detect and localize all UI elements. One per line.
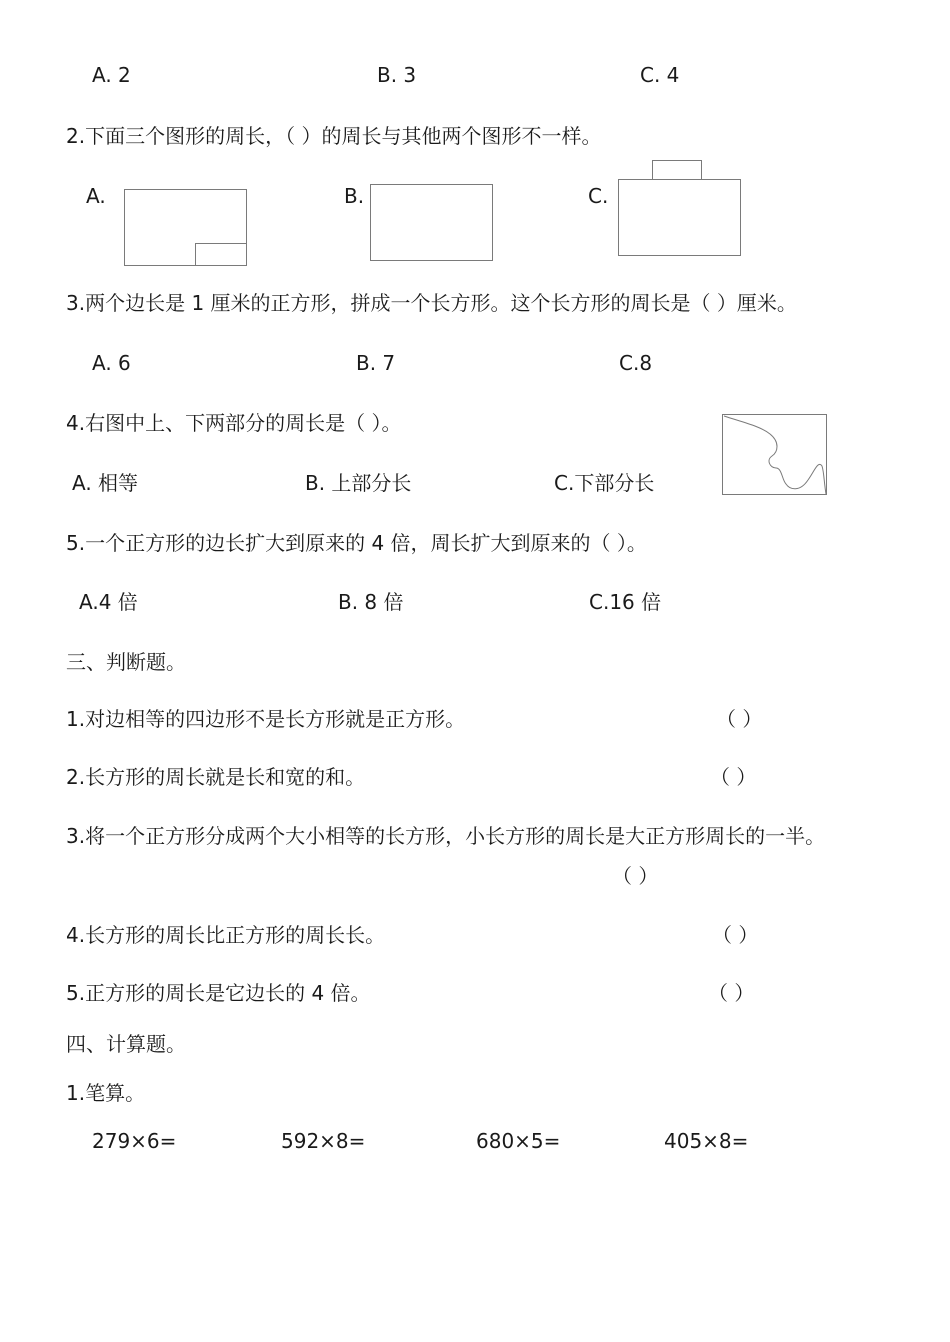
tf-item-4: 4.长方形的周长比正方形的周长长。 bbox=[66, 923, 386, 947]
q1-option-a: A. 2 bbox=[92, 63, 131, 87]
q4-option-c: C.下部分长 bbox=[554, 471, 655, 495]
q2-option-b: B. bbox=[344, 184, 365, 208]
q2-option-a: A. bbox=[86, 184, 106, 208]
tf-item-5: 5.正方形的周长是它边长的 4 倍。 bbox=[66, 981, 371, 1005]
q5-option-c: C.16 倍 bbox=[589, 590, 662, 614]
q4-stem: 4.右图中上、下两部分的周长是（ ）。 bbox=[66, 411, 402, 435]
q1-option-c: C. 4 bbox=[640, 63, 680, 87]
q5-stem: 5.一个正方形的边长扩大到原来的 4 倍，周长扩大到原来的（ ）。 bbox=[66, 531, 647, 555]
q3-option-a: A. 6 bbox=[92, 351, 131, 375]
q5-option-a: A.4 倍 bbox=[79, 590, 138, 614]
tf-item-2: 2.长方形的周长就是长和宽的和。 bbox=[66, 765, 366, 789]
q3-option-c: C.8 bbox=[619, 351, 653, 375]
section4-sub1: 1.笔算。 bbox=[66, 1081, 146, 1105]
q2-option-c: C. bbox=[588, 184, 609, 208]
section3-title: 三、判断题。 bbox=[66, 650, 186, 674]
tf-item-4-blank[interactable]: （ ） bbox=[712, 923, 759, 947]
q2-figure-a bbox=[122, 187, 250, 269]
q3-option-b: B. 7 bbox=[356, 351, 396, 375]
tf-item-1-blank[interactable]: （ ） bbox=[716, 707, 763, 731]
calc-expression-3: 680×5= bbox=[476, 1129, 561, 1153]
calc-expression-2: 592×8= bbox=[281, 1129, 366, 1153]
tf-item-3-blank[interactable]: （ ） bbox=[612, 864, 659, 888]
q3-stem: 3.两个边长是 1 厘米的正方形，拼成一个长方形。这个长方形的周长是（ ）厘米。 bbox=[66, 291, 797, 315]
q2-stem: 2.下面三个图形的周长，（ ）的周长与其他两个图形不一样。 bbox=[66, 124, 602, 148]
calc-expression-1: 279×6= bbox=[92, 1129, 177, 1153]
q5-option-b: B. 8 倍 bbox=[338, 590, 404, 614]
q4-figure bbox=[720, 412, 830, 498]
tf-item-5-blank[interactable]: （ ） bbox=[708, 981, 755, 1005]
q2-figure-c bbox=[616, 158, 744, 260]
q1-option-b: B. 3 bbox=[377, 63, 417, 87]
section4-title: 四、计算题。 bbox=[66, 1032, 186, 1056]
calc-expression-4: 405×8= bbox=[664, 1129, 749, 1153]
tf-item-3: 3.将一个正方形分成两个大小相等的长方形，小长方形的周长是大正方形周长的一半。 bbox=[66, 824, 826, 848]
q4-option-a: A. 相等 bbox=[72, 471, 139, 495]
q2-figure-b bbox=[368, 182, 496, 264]
q4-option-b: B. 上部分长 bbox=[305, 471, 412, 495]
tf-item-1: 1.对边相等的四边形不是长方形就是正方形。 bbox=[66, 707, 466, 731]
tf-item-2-blank[interactable]: （ ） bbox=[710, 765, 757, 789]
